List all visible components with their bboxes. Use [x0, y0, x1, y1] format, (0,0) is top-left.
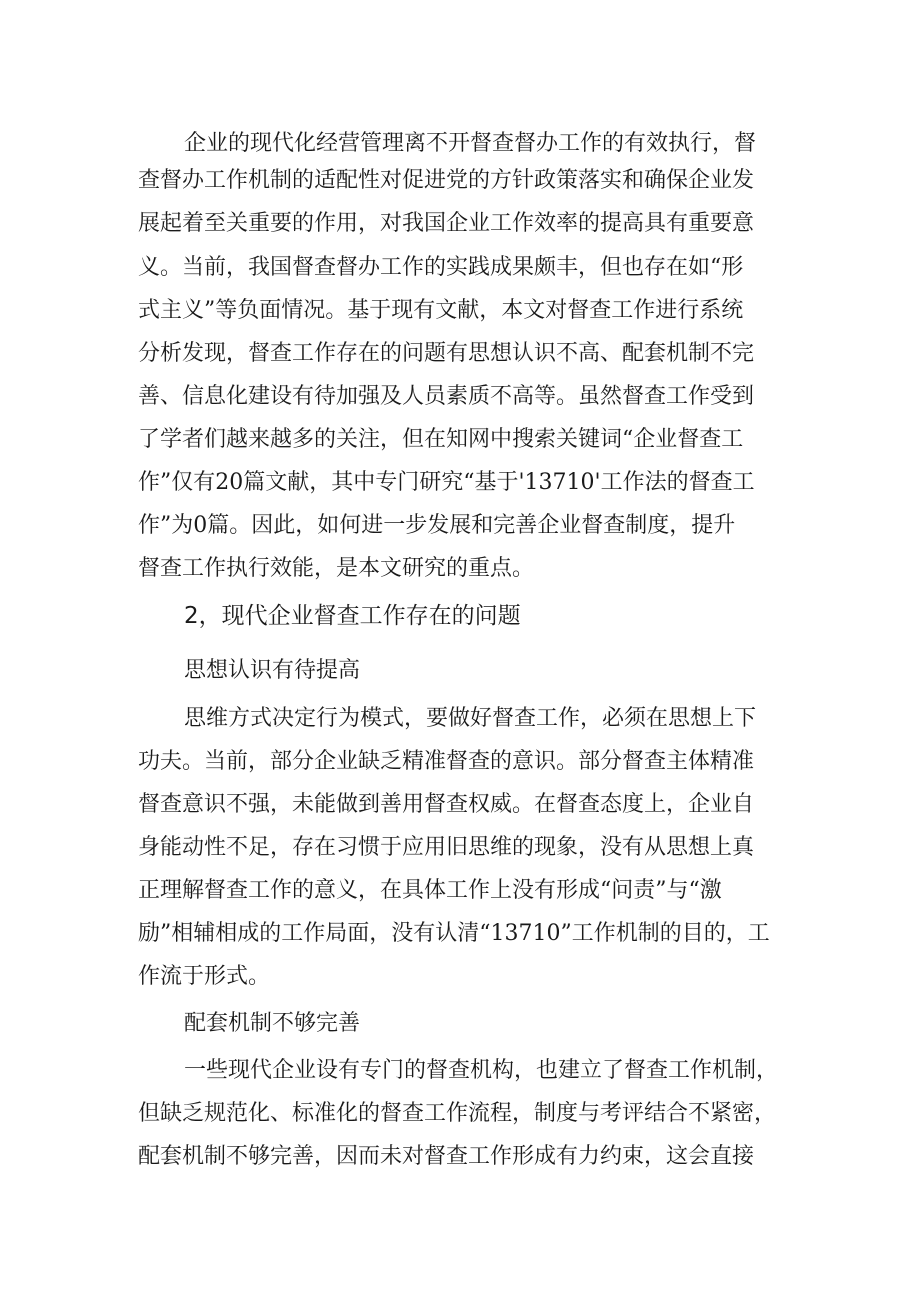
intro-line: 展起着至关重要的作用，对我国企业工作效率的提高具有重要意 [138, 211, 755, 236]
body-line: 督查意识不强，未能做到善用督查权威。在督查态度上，企业自 [138, 792, 755, 817]
intro-line: 查督办工作机制的适配性对促进党的方针政策落实和确保企业发 [138, 168, 755, 193]
intro-line: 善、信息化建设有待加强及人员素质不高等。虽然督查工作受到 [138, 384, 755, 409]
intro-line: 督查工作执行效能，是本文研究的重点。 [138, 556, 535, 581]
body-line: 但缺乏规范化、标准化的督查工作流程，制度与考评结合不紧密， [138, 1101, 777, 1126]
body-line: 一些现代企业设有专门的督查机构，也建立了督查工作机制， [184, 1058, 779, 1083]
body-line: 功夫。当前，部分企业缺乏精准督查的意识。部分督查主体精准 [138, 749, 755, 774]
body-line: 励”相辅相成的工作局面，没有认清“13710”工作机制的目的，工 [138, 921, 770, 946]
intro-line: 作”仅有20篇文献，其中专门研究“基于'13710'工作法的督查工 [138, 470, 755, 495]
subsection-title: 配套机制不够完善 [184, 1011, 361, 1036]
body-line: 配套机制不够完善，因而未对督查工作形成有力约束，这会直接 [138, 1144, 755, 1169]
intro-line: 企业的现代化经营管理离不开督查督办工作的有效执行，督 [184, 131, 757, 156]
intro-line: 分析发现，督查工作存在的问题有思想认识不高、配套机制不完 [138, 341, 755, 366]
subsection-title: 思想认识有待提高 [184, 658, 361, 683]
body-line: 正理解督查工作的意义，在具体工作上没有形成“问责”与“激 [138, 878, 722, 903]
body-line: 作流于形式。 [138, 964, 271, 989]
intro-line: 义。当前，我国督查督办工作的实践成果颇丰，但也存在如“形 [138, 255, 744, 280]
body-line: 思维方式决定行为模式，要做好督查工作，必须在思想上下 [184, 706, 757, 731]
intro-line: 作”为0篇。因此，如何进一步发展和完善企业督查制度，提升 [138, 513, 736, 538]
intro-line: 式主义”等负面情况。基于现有文献，本文对督查工作进行系统 [138, 298, 744, 323]
body-line: 身能动性不足，存在习惯于应用旧思维的现象，没有从思想上真 [138, 835, 755, 860]
section-heading: 2，现代企业督查工作存在的问题 [184, 603, 521, 629]
intro-line: 了学者们越来越多的关注，但在知网中搜索关键词“企业督查工 [138, 427, 744, 452]
